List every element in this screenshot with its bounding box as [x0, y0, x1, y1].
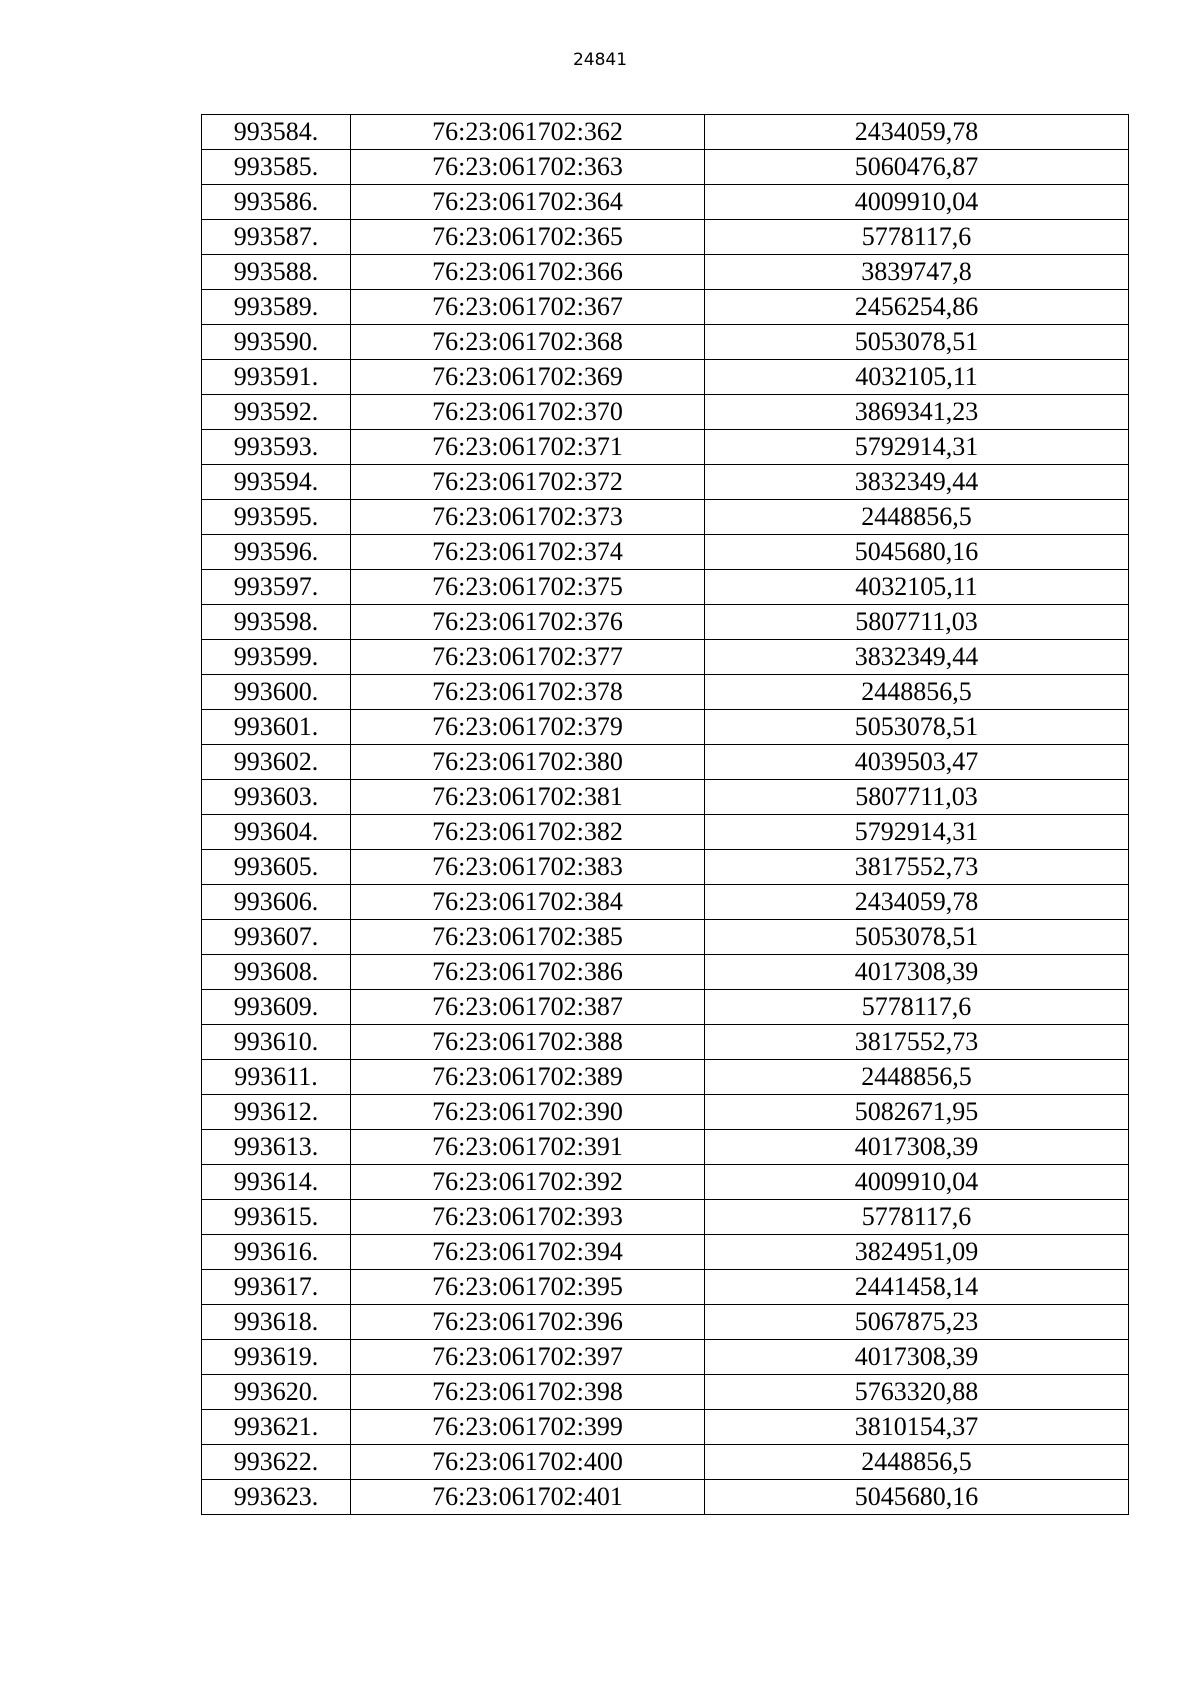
cadastral-number-cell: 76:23:061702:400: [351, 1445, 705, 1480]
table-row: [202, 885, 1129, 920]
row-number-cell: 993593.: [202, 430, 351, 465]
row-number-cell: 993597.: [202, 570, 351, 605]
row-number-cell: 993621.: [202, 1410, 351, 1445]
table-row: [202, 1060, 1129, 1095]
value-cell: 3824951,09: [705, 1235, 1129, 1270]
row-number-cell: 993584.: [202, 115, 351, 150]
cadastral-number-cell: 76:23:061702:365: [351, 220, 705, 255]
row-number-cell: 993585.: [202, 150, 351, 185]
value-cell: 5060476,87: [705, 150, 1129, 185]
value-cell: 2434059,78: [705, 115, 1129, 150]
row-number-cell: 993596.: [202, 535, 351, 570]
cadastral-number-cell: 76:23:061702:367: [351, 290, 705, 325]
table-row: [202, 1235, 1129, 1270]
cadastral-number-cell: 76:23:061702:392: [351, 1165, 705, 1200]
cadastral-number-cell: 76:23:061702:363: [351, 150, 705, 185]
cadastral-number-cell: 76:23:061702:369: [351, 360, 705, 395]
table-row: [202, 500, 1129, 535]
value-cell: 4017308,39: [705, 1130, 1129, 1165]
cadastral-number-cell: 76:23:061702:383: [351, 850, 705, 885]
value-cell: 4039503,47: [705, 745, 1129, 780]
table-row: [202, 920, 1129, 955]
row-number-cell: 993606.: [202, 885, 351, 920]
table-row: [202, 430, 1129, 465]
value-cell: 5045680,16: [705, 1480, 1129, 1515]
value-cell: 5053078,51: [705, 325, 1129, 360]
value-cell: 3869341,23: [705, 395, 1129, 430]
row-number-cell: 993604.: [202, 815, 351, 850]
value-cell: 2434059,78: [705, 885, 1129, 920]
row-number-cell: 993602.: [202, 745, 351, 780]
table-row: [202, 1095, 1129, 1130]
row-number-cell: 993617.: [202, 1270, 351, 1305]
table-row: [202, 1200, 1129, 1235]
table-body: [202, 115, 1129, 1515]
value-cell: 4032105,11: [705, 360, 1129, 395]
table-row: [202, 955, 1129, 990]
cadastral-number-cell: 76:23:061702:380: [351, 745, 705, 780]
value-cell: 2448856,5: [705, 675, 1129, 710]
cadastral-number-cell: 76:23:061702:366: [351, 255, 705, 290]
cadastral-number-cell: 76:23:061702:390: [351, 1095, 705, 1130]
table-row: [202, 465, 1129, 500]
cadastral-number-cell: 76:23:061702:370: [351, 395, 705, 430]
table-row: [202, 360, 1129, 395]
table-row: [202, 1025, 1129, 1060]
value-cell: 3832349,44: [705, 465, 1129, 500]
cadastral-number-cell: 76:23:061702:372: [351, 465, 705, 500]
cadastral-number-cell: 76:23:061702:382: [351, 815, 705, 850]
value-cell: 2456254,86: [705, 290, 1129, 325]
table-row: [202, 185, 1129, 220]
value-cell: 5807711,03: [705, 780, 1129, 815]
value-cell: 3817552,73: [705, 1025, 1129, 1060]
cadastral-number-cell: 76:23:061702:374: [351, 535, 705, 570]
data-table: [201, 114, 1129, 1515]
table-row: [202, 395, 1129, 430]
cadastral-number-cell: 76:23:061702:388: [351, 1025, 705, 1060]
value-cell: 5778117,6: [705, 990, 1129, 1025]
value-cell: 5792914,31: [705, 815, 1129, 850]
value-cell: 5807711,03: [705, 605, 1129, 640]
table-row: [202, 710, 1129, 745]
row-number-cell: 993614.: [202, 1165, 351, 1200]
row-number-cell: 993599.: [202, 640, 351, 675]
row-number-cell: 993600.: [202, 675, 351, 710]
row-number-cell: 993615.: [202, 1200, 351, 1235]
row-number-cell: 993622.: [202, 1445, 351, 1480]
value-cell: 2441458,14: [705, 1270, 1129, 1305]
table-row: [202, 1445, 1129, 1480]
value-cell: 5053078,51: [705, 710, 1129, 745]
value-cell: 5778117,6: [705, 1200, 1129, 1235]
cadastral-number-cell: 76:23:061702:371: [351, 430, 705, 465]
row-number-cell: 993595.: [202, 500, 351, 535]
table-row: [202, 640, 1129, 675]
table-row: [202, 605, 1129, 640]
row-number-cell: 993586.: [202, 185, 351, 220]
row-number-cell: 993623.: [202, 1480, 351, 1515]
table-row: [202, 325, 1129, 360]
row-number-cell: 993613.: [202, 1130, 351, 1165]
table-row: [202, 150, 1129, 185]
value-cell: 2448856,5: [705, 500, 1129, 535]
table-row: [202, 570, 1129, 605]
cadastral-number-cell: 76:23:061702:381: [351, 780, 705, 815]
table-row: [202, 675, 1129, 710]
cadastral-number-cell: 76:23:061702:399: [351, 1410, 705, 1445]
value-cell: 5067875,23: [705, 1305, 1129, 1340]
cadastral-number-cell: 76:23:061702:394: [351, 1235, 705, 1270]
row-number-cell: 993618.: [202, 1305, 351, 1340]
cadastral-number-cell: 76:23:061702:398: [351, 1375, 705, 1410]
cadastral-number-cell: 76:23:061702:379: [351, 710, 705, 745]
value-cell: 2448856,5: [705, 1445, 1129, 1480]
row-number-cell: 993591.: [202, 360, 351, 395]
table-row: [202, 815, 1129, 850]
table-row: [202, 1270, 1129, 1305]
table-row: [202, 1410, 1129, 1445]
value-cell: 5082671,95: [705, 1095, 1129, 1130]
row-number-cell: 993603.: [202, 780, 351, 815]
cadastral-number-cell: 76:23:061702:385: [351, 920, 705, 955]
row-number-cell: 993587.: [202, 220, 351, 255]
table-row: [202, 220, 1129, 255]
cadastral-number-cell: 76:23:061702:397: [351, 1340, 705, 1375]
value-cell: 4017308,39: [705, 1340, 1129, 1375]
cadastral-number-cell: 76:23:061702:401: [351, 1480, 705, 1515]
row-number-cell: 993590.: [202, 325, 351, 360]
table-row: [202, 1130, 1129, 1165]
row-number-cell: 993601.: [202, 710, 351, 745]
cadastral-number-cell: 76:23:061702:362: [351, 115, 705, 150]
cadastral-number-cell: 76:23:061702:368: [351, 325, 705, 360]
table-row: [202, 115, 1129, 150]
row-number-cell: 993616.: [202, 1235, 351, 1270]
table-row: [202, 535, 1129, 570]
cadastral-number-cell: 76:23:061702:377: [351, 640, 705, 675]
cadastral-number-cell: 76:23:061702:387: [351, 990, 705, 1025]
table-row: [202, 255, 1129, 290]
table-row: [202, 290, 1129, 325]
cadastral-number-cell: 76:23:061702:378: [351, 675, 705, 710]
row-number-cell: 993592.: [202, 395, 351, 430]
cadastral-number-cell: 76:23:061702:395: [351, 1270, 705, 1305]
row-number-cell: 993607.: [202, 920, 351, 955]
value-cell: 3832349,44: [705, 640, 1129, 675]
cadastral-number-cell: 76:23:061702:396: [351, 1305, 705, 1340]
value-cell: 3839747,8: [705, 255, 1129, 290]
row-number-cell: 993610.: [202, 1025, 351, 1060]
cadastral-number-cell: 76:23:061702:364: [351, 185, 705, 220]
table-row: [202, 745, 1129, 780]
value-cell: 3817552,73: [705, 850, 1129, 885]
value-cell: 5053078,51: [705, 920, 1129, 955]
row-number-cell: 993608.: [202, 955, 351, 990]
row-number-cell: 993588.: [202, 255, 351, 290]
value-cell: 4017308,39: [705, 955, 1129, 990]
row-number-cell: 993611.: [202, 1060, 351, 1095]
cadastral-number-cell: 76:23:061702:386: [351, 955, 705, 990]
table-row: [202, 780, 1129, 815]
table-row: [202, 1375, 1129, 1410]
value-cell: 5045680,16: [705, 535, 1129, 570]
row-number-cell: 993598.: [202, 605, 351, 640]
row-number-cell: 993620.: [202, 1375, 351, 1410]
cadastral-number-cell: 76:23:061702:384: [351, 885, 705, 920]
row-number-cell: 993612.: [202, 1095, 351, 1130]
cadastral-number-cell: 76:23:061702:375: [351, 570, 705, 605]
value-cell: 4009910,04: [705, 1165, 1129, 1200]
value-cell: 5763320,88: [705, 1375, 1129, 1410]
value-cell: 4009910,04: [705, 185, 1129, 220]
cadastral-number-cell: 76:23:061702:393: [351, 1200, 705, 1235]
row-number-cell: 993589.: [202, 290, 351, 325]
row-number-cell: 993609.: [202, 990, 351, 1025]
cadastral-number-cell: 76:23:061702:389: [351, 1060, 705, 1095]
table-row: [202, 1480, 1129, 1515]
value-cell: 4032105,11: [705, 570, 1129, 605]
cadastral-number-cell: 76:23:061702:373: [351, 500, 705, 535]
row-number-cell: 993594.: [202, 465, 351, 500]
table-row: [202, 1165, 1129, 1200]
value-cell: 5778117,6: [705, 220, 1129, 255]
value-cell: 2448856,5: [705, 1060, 1129, 1095]
page-number: 24841: [572, 50, 628, 70]
table-row: [202, 990, 1129, 1025]
table-row: [202, 1340, 1129, 1375]
row-number-cell: 993619.: [202, 1340, 351, 1375]
table-row: [202, 850, 1129, 885]
row-number-cell: 993605.: [202, 850, 351, 885]
value-cell: 5792914,31: [705, 430, 1129, 465]
cadastral-number-cell: 76:23:061702:391: [351, 1130, 705, 1165]
table-row: [202, 1305, 1129, 1340]
cadastral-number-cell: 76:23:061702:376: [351, 605, 705, 640]
value-cell: 3810154,37: [705, 1410, 1129, 1445]
